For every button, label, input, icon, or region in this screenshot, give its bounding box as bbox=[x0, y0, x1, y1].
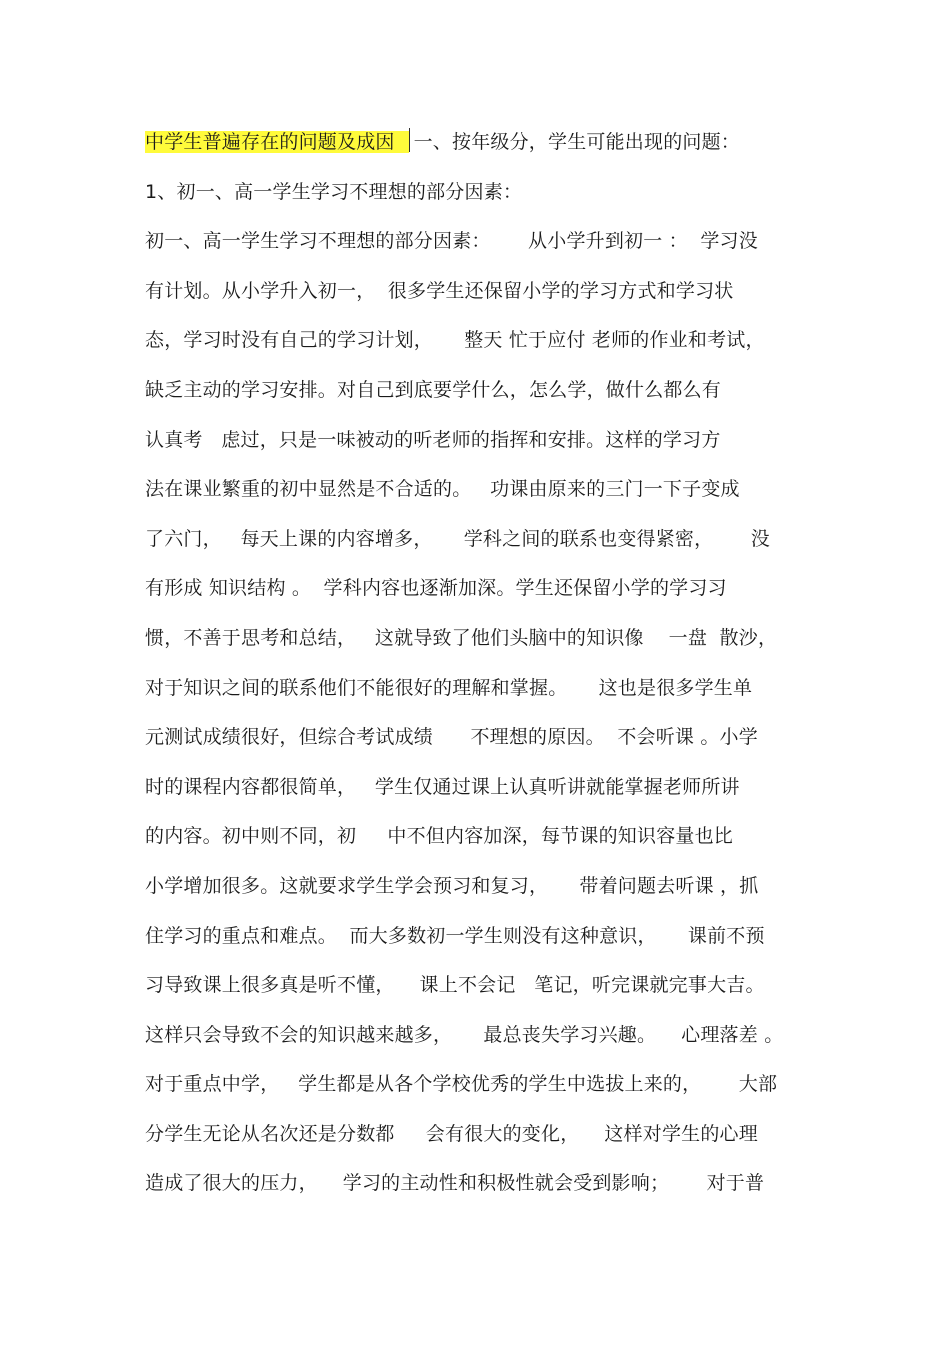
text-line: 缺乏主动的学习安排。对自己到底要学什么，怎么学，做什么都么有 bbox=[145, 378, 722, 401]
text-line: 住学习的重点和难点。 而大多数初一学生则没有这种意识， 课前不预 bbox=[145, 924, 765, 947]
text-line: 法在课业繁重的初中显然是不合适的。 功课由原来的三门一下子变成 bbox=[145, 478, 740, 501]
text-line: 认真考 虑过，只是一味被动的听老师的指挥和安排。这样的学习方 bbox=[145, 428, 721, 451]
text-line: 1、初一、高一学生学习不理想的部分因素： bbox=[145, 180, 523, 203]
document-body bbox=[145, 124, 825, 1215]
text-line: 初一、高一学生学习不理想的部分因素： 从小学升到初一 ： 学习没 bbox=[145, 230, 758, 253]
text-line: 对于重点中学， 学生都是从各个学校优秀的学生中选拔上来的， 大部 bbox=[145, 1073, 778, 1096]
text-line: 对于知识之间的联系他们不能很好的理解和掌握。 这也是很多学生单 bbox=[145, 676, 753, 699]
text-line: 造成了很大的压力， 学习的主动性和积极性就会受到影响； 对于普 bbox=[145, 1172, 765, 1195]
first-line bbox=[145, 124, 825, 174]
text-line: 态，学习时没有自己的学习计划， 整天 忙于应付 老师的作业和考试， bbox=[145, 329, 765, 352]
text-line: 习导致课上很多真是听不懂， 课上不会记 笔记，听完课就完事大吉。 bbox=[145, 974, 765, 997]
first-line-text: 一、按年级分，学生可能出现的问题： bbox=[413, 131, 741, 153]
highlighted-title: 中学生普遍存在的问题及成因 bbox=[145, 131, 409, 153]
text-line: 时的课程内容都很简单， 学生仅通过课上认真听讲就能掌握老师所讲 bbox=[145, 775, 740, 798]
text-line: 有形成 知识结构 。 学科内容也逐渐加深。学生还保留小学的学习习 bbox=[145, 577, 727, 600]
text-line: 小学增加很多。这就要求学生学会预习和复习， 带着问题去听课 ，抓 bbox=[145, 874, 759, 897]
cursor-separator bbox=[409, 128, 410, 152]
text-line: 分学生无论从名次还是分数都 会有很大的变化， 这样对学生的心理 bbox=[145, 1122, 758, 1145]
text-line: 的内容。初中则不同，初 中不但内容加深，每节课的知识容量也比 bbox=[145, 825, 733, 848]
text-line: 这样只会导致不会的知识越来越多， 最总丧失学习兴趣。 心理落差 。 bbox=[145, 1023, 784, 1046]
text-line: 有计划。从小学升入初一， 很多学生还保留小学的学习方式和学习状 bbox=[145, 279, 734, 302]
text-line: 惯，不善于思考和总结， 这就导致了他们头脑中的知识像 一盘 散沙， bbox=[145, 626, 778, 649]
text-line: 了六门， 每天上课的内容增多， 学科之间的联系也变得紧密， 没 bbox=[145, 527, 770, 550]
text-line: 元测试成绩很好，但综合考试成绩 不理想的原因。 不会听课 。小学 bbox=[145, 726, 758, 749]
